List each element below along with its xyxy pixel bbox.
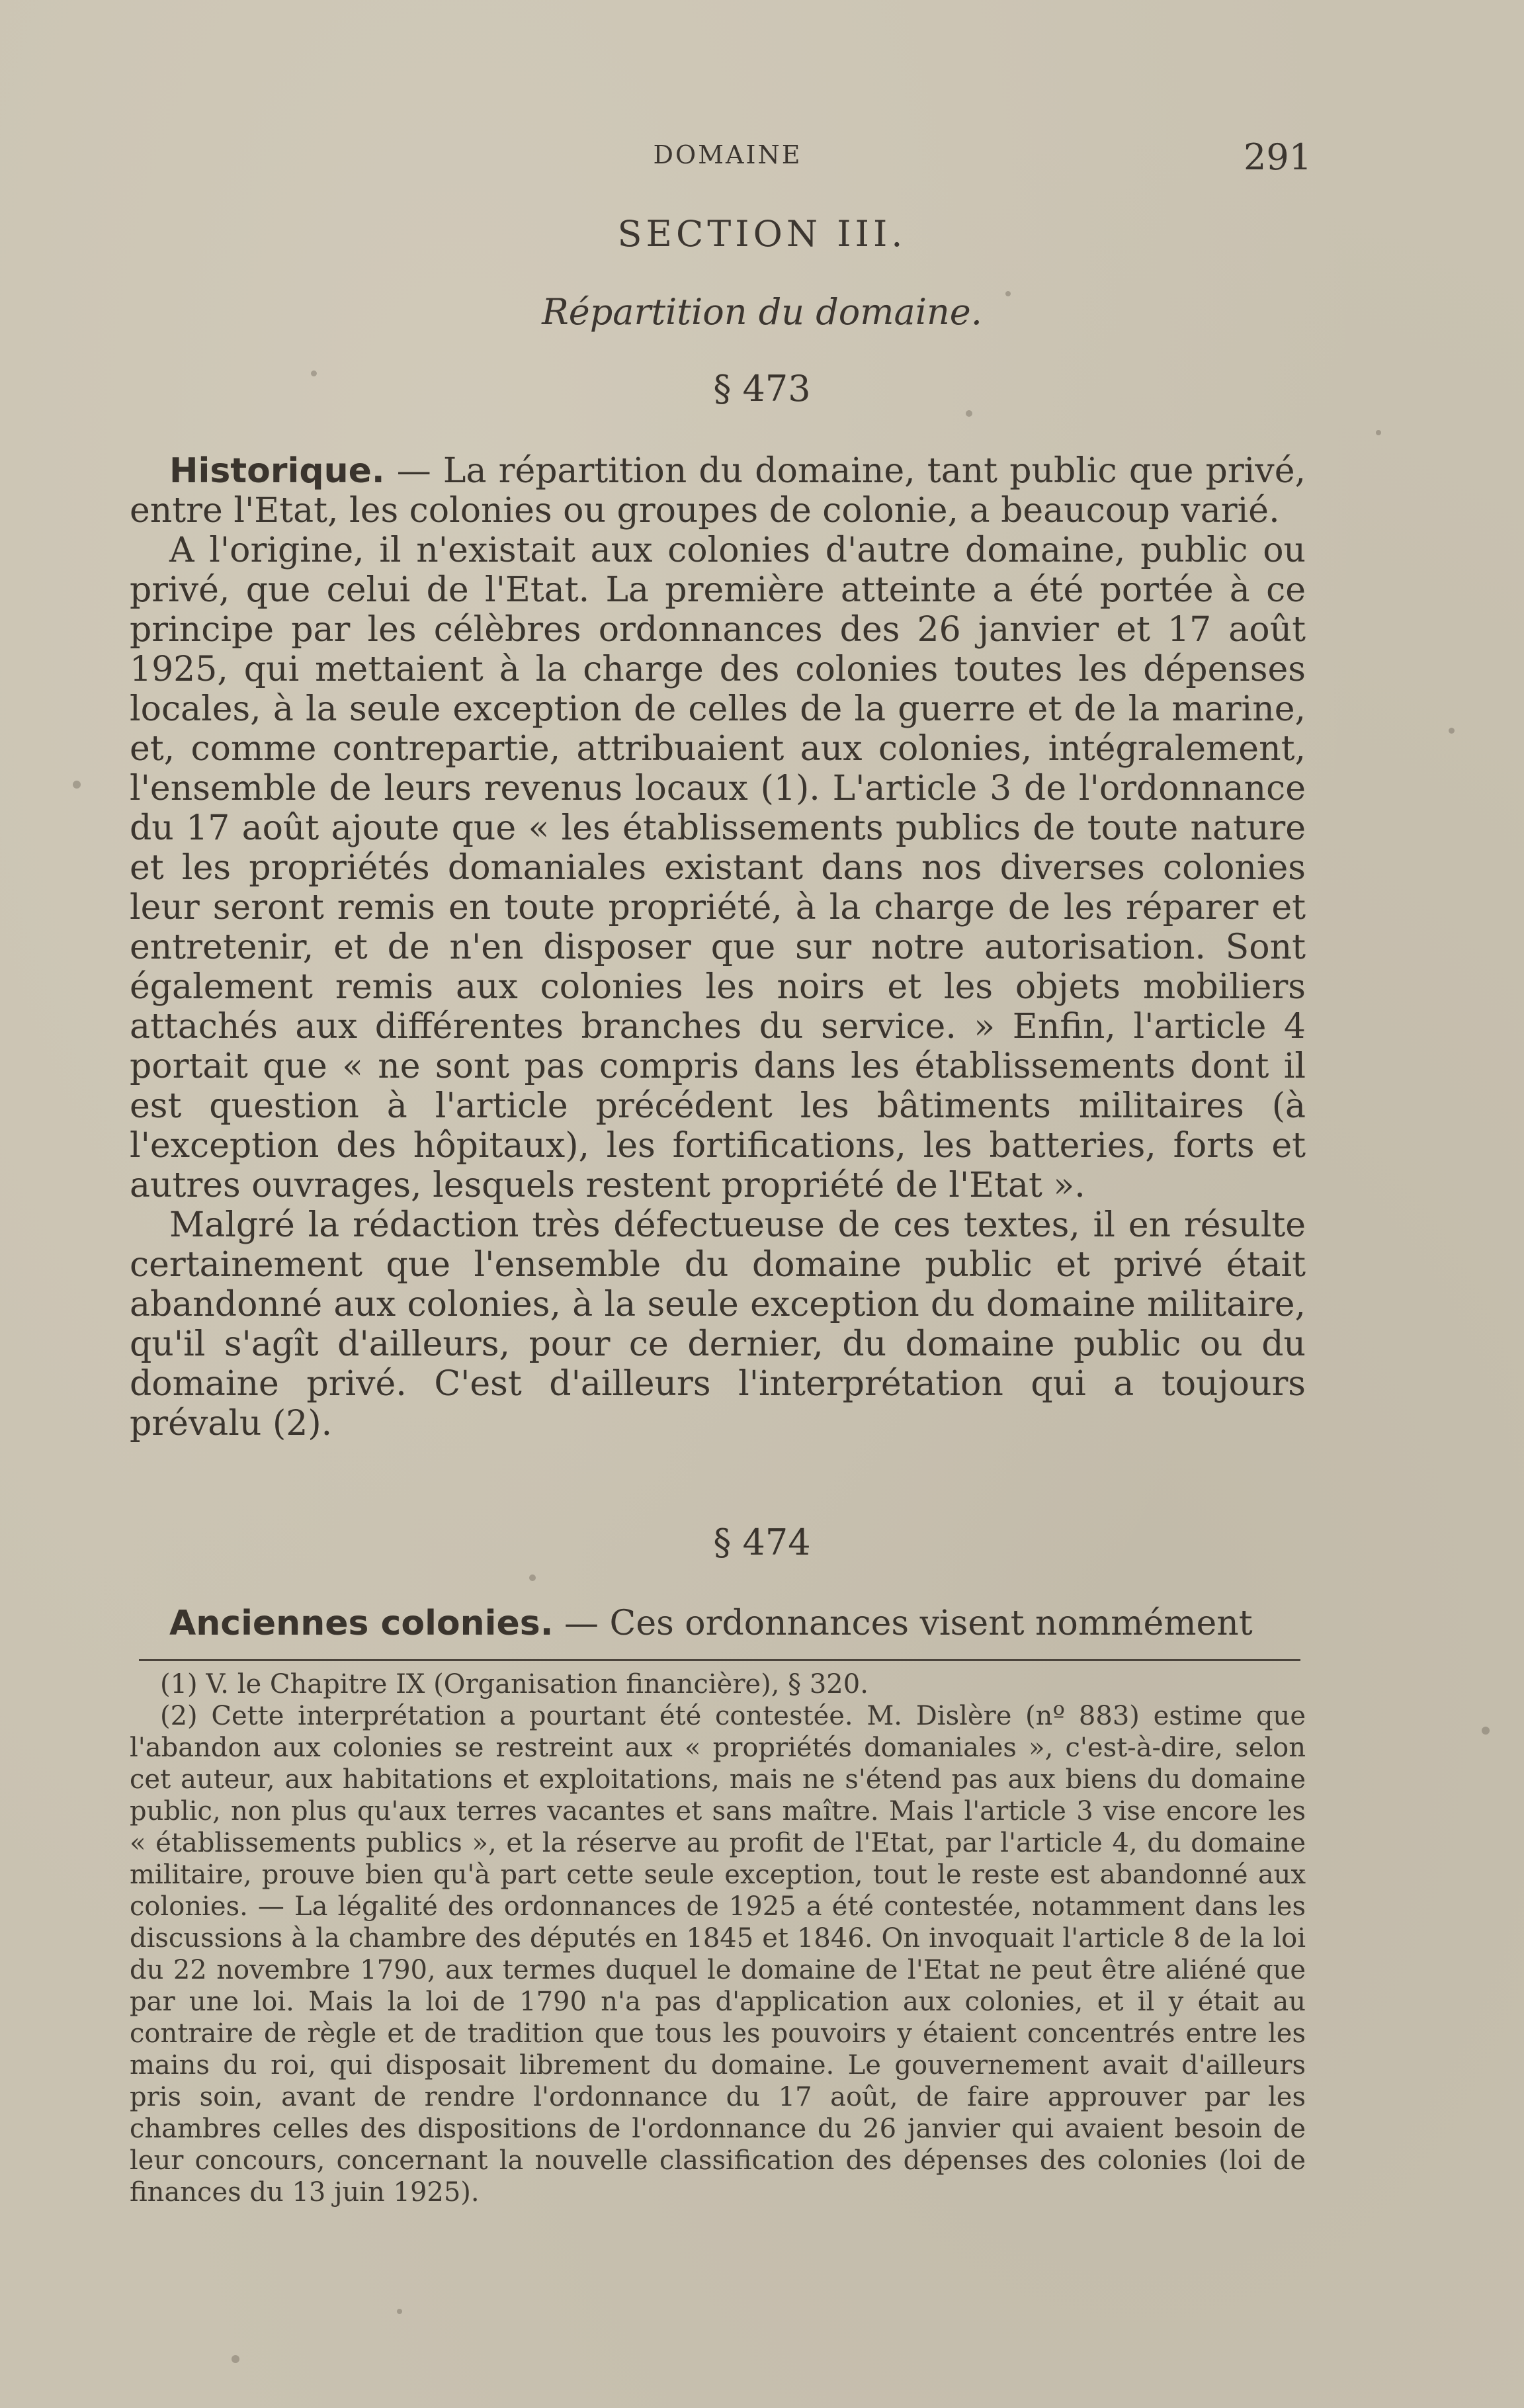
paragraph-473-text-3: Malgré la rédaction très défectueuse de ces textes, il en résulte certainement que l'ensemble du domaine public et privé était abandonné aux colonies, à la seule exception du domaine militaire, qu'il s'agît d'ailleurs, pour ce dernier, du domaine public ou du domaine privé. C'est d'ailleurs l'interprétation qui a toujours prévalu (2).: [130, 1205, 1306, 1443]
footnotes: [130, 1668, 1306, 2208]
section-subtitle: Répartition du domaine.: [542, 291, 982, 333]
paragraph-number-473: § 473: [713, 368, 811, 409]
footnote-1: (1) V. le Chapitre IX (Organisation financière), § 320.: [160, 1669, 868, 1699]
paper-speck: [232, 2355, 239, 2363]
paper-speck: [1449, 728, 1455, 734]
footnote-2: (2) Cette interprétation a pourtant été contestée. M. Dislère (nº 883) estime que l'abandon aux colonies se restreint aux « propriétés domaniales », c'est-à-dire, selon cet auteur, aux habitations et exploitations, mais ne s'étend pas aux biens du domaine public, non plus qu'aux terres vacantes et sans maître. Mais l'article 3 vise encore les « établissements publics », et la réserve au profit de l'Etat, par l'article 4, du domaine militaire, prouve bien qu'à part cette seule exception, tout le reste est abandonné aux colonies. — La légalité des ordonnances de 1925 a été contestée, notamment dans les discussions à la chambre des députés en 1845 et 1846. On invoquait l'article 8 de la loi du 22 novembre 1790, aux termes duquel le domaine de l'Etat ne peut être aliéné que par une loi. Mais la loi de 1790 n'a pas d'application aux colonies, et il y était au contraire de règle et de tradition que tous les pouvoirs y étaient concentrés entre les mains du roi, qui disposait librement du domaine. Le gouvernement avait d'ailleurs pris soin, avant de rendre l'ordonnance du 17 août, de faire approuver par les chambres celles des dispositions de l'ordonnance du 26 janvier qui avaient besoin de leur concours, concernant la nouvelle classification des dépenses des colonies (loi de finances du 13 juin 1925).: [130, 1701, 1306, 2208]
paragraph-474-intro: [130, 1604, 1306, 1643]
paper-speck: [1376, 430, 1381, 435]
paragraph-473-heading: Historique.: [169, 451, 385, 491]
page-number: 291: [1244, 136, 1312, 178]
paper-speck: [966, 410, 972, 417]
paragraph-473-body: [130, 451, 1306, 1443]
paper-speck: [311, 370, 317, 376]
paper-speck: [73, 781, 81, 789]
running-head: DOMAINE: [653, 140, 802, 169]
paragraph-473-intro: [130, 451, 1306, 531]
footnote-rule: [139, 1659, 1300, 1661]
paragraph-474-heading: Anciennes colonies.: [169, 1604, 554, 1643]
paper-speck: [529, 1574, 536, 1581]
paragraph-473-text-1: — La répartition du domaine, tant public que privé, entre l'Etat, les colonies ou groupes de colonie, a beaucoup varié.: [130, 451, 1306, 531]
paper-speck: [1482, 1727, 1490, 1735]
paper-speck: [397, 2309, 402, 2314]
paper-speck: [1005, 291, 1011, 296]
paragraph-474-body: [130, 1604, 1306, 1643]
section-title: SECTION III.: [617, 213, 907, 255]
paragraph-473-text-2: A l'origine, il n'existait aux colonies d'autre domaine, public ou privé, que celui de l'Etat. La première atteinte a été portée à ce principe par les célèbres ordonnances des 26 janvier et 17 août 1925, qui mettaient à la charge des colonies toutes les dépenses locales, à la seule exception de celles de la guerre et de la marine, et, comme contrepartie, attribuaient aux colonies, intégralement, l'ensemble de leurs revenus locaux (1). L'article 3 de l'ordonnance du 17 août ajoute que « les établissements publics de toute nature et les propriétés domaniales existant dans nos diverses colonies leur seront remis en toute propriété, à la charge de les réparer et entretenir, et de n'en disposer que sur notre autorisation. Sont également remis aux colonies les noirs et les objets mobiliers attachés aux différentes branches du service. » Enfin, l'article 4 portait que « ne sont pas compris dans les établissements dont il est question à l'article précédent les bâtiments militaires (à l'exception des hôpitaux), les fortifications, les batteries, forts et autres ouvrages, lesquels restent propriété de l'Etat ».: [130, 531, 1306, 1205]
paragraph-474-text-1: — Ces ordonnances visent nommément: [553, 1604, 1253, 1643]
paragraph-number-474: § 474: [713, 1522, 811, 1563]
